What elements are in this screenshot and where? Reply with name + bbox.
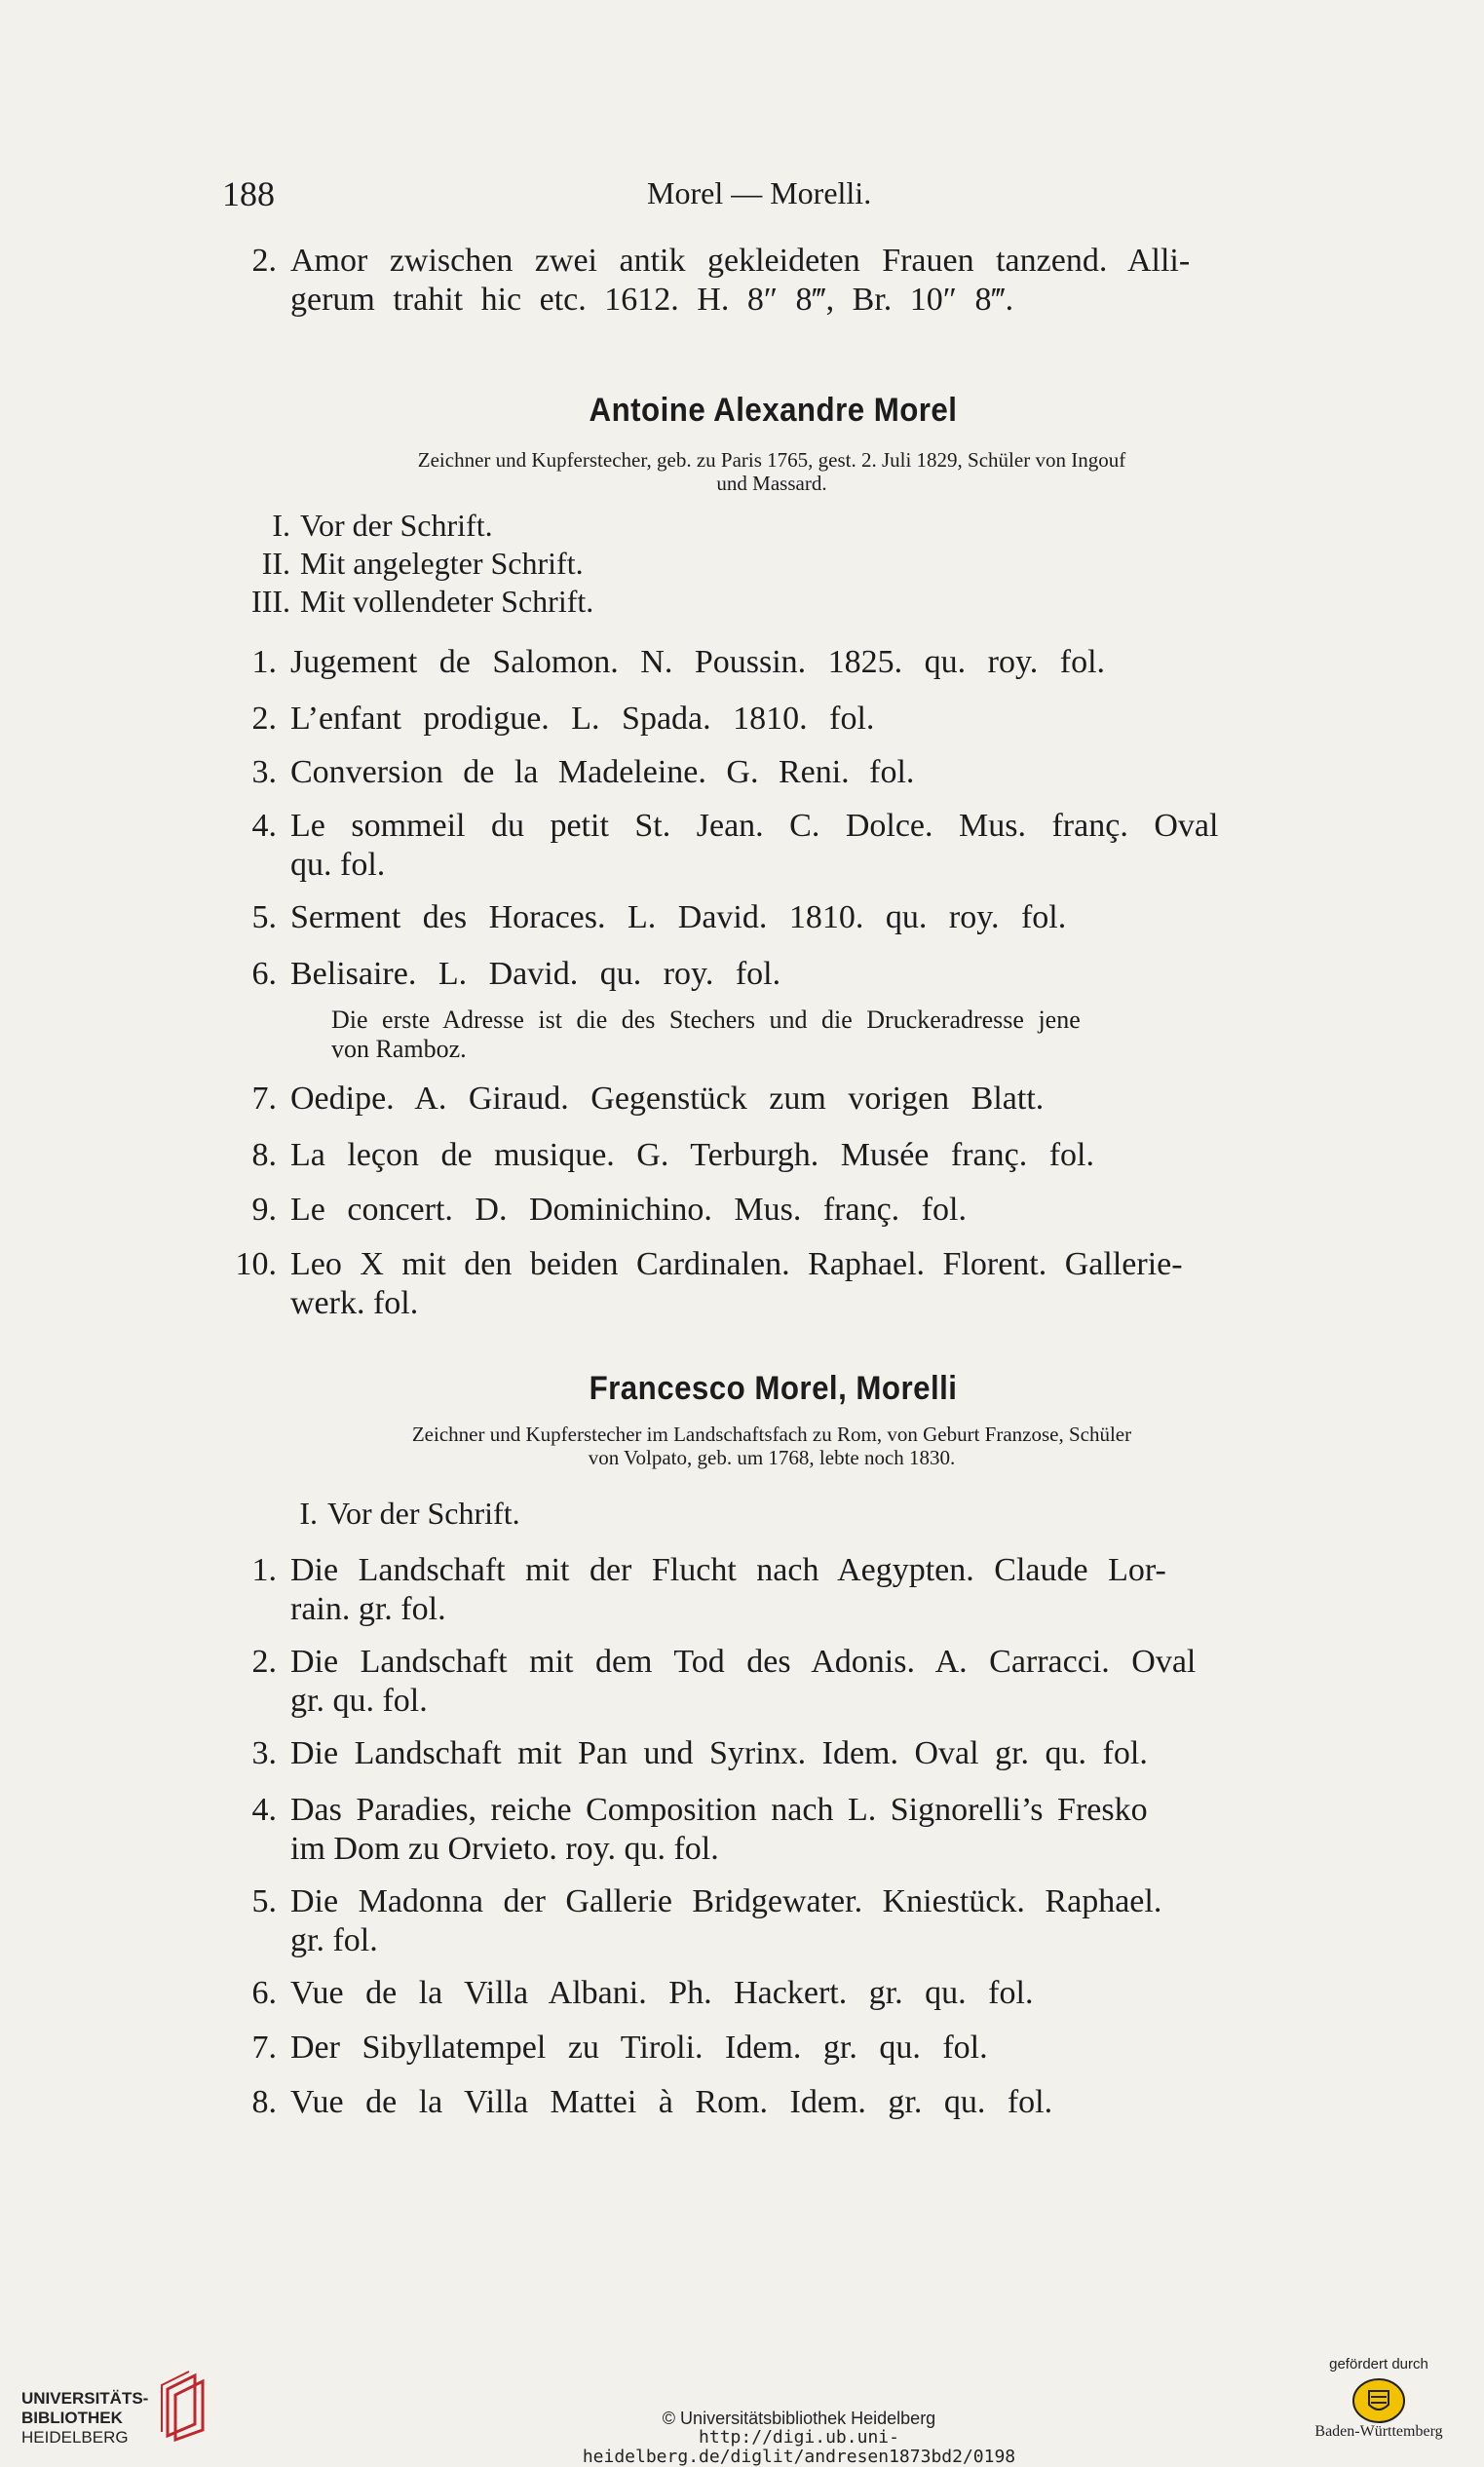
entry-carryover [251,242,1323,320]
entry-number: 8. [251,1137,277,1173]
copyright-text: © Universitätsbibliothek Heidelberg [662,2409,936,2428]
entry-line: rain. gr. fol. [290,1591,446,1627]
entry-line: La leçon de musique. G. Terburgh. Musée franç. fol. [290,1137,1094,1173]
list-item [251,898,1323,937]
list-item [251,1191,1323,1230]
entry-line: Der Sibyllatempel zu Tiroli. Idem. gr. qu. fol. [290,2030,988,2066]
list-item [251,1551,1323,1629]
sponsor-label: gefördert durch [1329,2356,1428,2372]
entry-line: Serment des Horaces. L. David. 1810. qu. roy. fol. [290,899,1067,935]
list-item [251,807,1323,885]
list-item [251,1643,1323,1721]
entry-number: 2. [251,701,277,737]
list-item [251,643,1323,682]
library-line: UNIVERSITÄTS- [21,2389,149,2408]
entry-line: Die Madonna der Gallerie Bridgewater. Kniestück. Raphael. [290,1883,1162,1919]
entry-line: Die Landschaft mit der Flucht nach Aegypten. Claude Lor- [290,1552,1166,1588]
list-item [251,753,1323,792]
library-line: HEIDELBERG [21,2428,129,2447]
copyright-block [487,2409,1111,2467]
entry-line: gr. qu. fol. [290,1683,428,1719]
subtitle-line: und Massard. [716,472,827,495]
note-line: von Ramboz. [331,1035,467,1063]
subtitle-line: von Volpato, geb. um 1768, lebte noch 1830. [588,1446,956,1469]
list-item [251,955,1323,994]
entry-number: 5. [251,1883,277,1919]
state-item [230,545,584,582]
list-item [251,2029,1323,2068]
entry-line: Das Paradies, reiche Composition nach L. Signorelli’s Fresko [290,1792,1148,1828]
state-item [230,507,493,544]
note-line: Die erste Adresse ist die des Stechers und die Druckeradresse jene [331,1006,1081,1034]
entry-line: Die Landschaft mit dem Tod des Adonis. A. Carracci. Oval [290,1644,1197,1680]
entry-line: werk. fol. [290,1285,419,1321]
list-item [251,1791,1323,1869]
library-logo[interactable] [21,2389,148,2448]
library-logo-icon [156,2368,214,2446]
entry-number: 1. [251,644,277,680]
section-note [331,1006,1081,1064]
state-item [230,583,593,620]
entry-number: 3. [251,1735,277,1771]
section-subtitle [275,1423,1269,1469]
entry-number: 1. [251,1552,277,1588]
state-text: Vor der Schrift. [327,1496,520,1531]
coat-of-arms-icon [1351,2377,1406,2424]
entry-line: Oedipe. A. Giraud. Gegenstück zum vorigen Blatt. [290,1081,1045,1117]
entry-line: gr. fol. [290,1922,378,1958]
sponsor-block [1301,2356,1457,2441]
entry-number: 8. [251,2084,277,2120]
section-subtitle [275,448,1269,495]
entry-number: 10. [235,1246,277,1282]
list-item [251,1136,1323,1175]
entry-number: 7. [251,1081,277,1117]
state-text: Vor der Schrift. [300,508,493,543]
section-heading: Antoine Alexandre Morel [589,392,958,429]
permalink[interactable]: http://digi.ub.uni-heidelberg.de/diglit/andresen1873bd2/0198 [582,2427,1016,2467]
state-roman: I. [299,1496,318,1531]
section-heading: Francesco Morel, Morelli [589,1370,958,1407]
state-text: Mit angelegter Schrift. [300,546,584,581]
entry-line: Le sommeil du petit St. Jean. C. Dolce. Mus. franç. Oval [290,808,1219,844]
entry-line: gerum trahit hic etc. 1612. H. 8″ 8‴, Br. 10″ 8‴. [290,282,1014,318]
entry-line: Leo X mit den beiden Cardinalen. Raphael. Florent. Gallerie- [290,1246,1183,1282]
entry-line: im Dom zu Orvieto. roy. qu. fol. [290,1831,719,1867]
list-item [251,2083,1323,2122]
page-number: 188 [222,174,275,213]
list-item [251,1080,1323,1119]
entry-number: 5. [251,899,277,935]
entry-number: 2. [251,1644,277,1680]
entry-number: 9. [251,1192,277,1228]
entry-line: Conversion de la Madeleine. G. Reni. fol. [290,754,915,790]
entry-line: Amor zwischen zwei antik gekleideten Frauen tanzend. Alli- [290,243,1191,279]
library-line: BIBLIOTHEK [21,2409,123,2427]
state-roman: II. [261,546,290,581]
entry-number: 6. [251,956,277,992]
state-text: Mit vollendeter Schrift. [300,584,594,619]
entry-number: 2. [251,243,277,279]
entry-line: Vue de la Villa Mattei à Rom. Idem. gr. qu. fol. [290,2084,1053,2120]
entry-line: Vue de la Villa Albani. Ph. Hackert. gr. qu. fol. [290,1975,1034,2011]
entry-line: Le concert. D. Dominichino. Mus. franç. fol. [290,1192,967,1228]
page-header [222,173,1197,212]
subtitle-line: Zeichner und Kupferstecher im Landschaftsfach zu Rom, von Geburt Franzose, Schüler [411,1423,1132,1446]
entry-line: Jugement de Salomon. N. Poussin. 1825. qu. roy. fol. [290,644,1106,680]
sponsor-name: Baden-Württemberg [1314,2423,1443,2440]
entry-number: 7. [251,2030,277,2066]
list-item [251,1882,1323,1960]
list-item [251,1974,1323,2013]
entry-number: 3. [251,754,277,790]
state-roman: I. [272,508,290,543]
entry-line: Die Landschaft mit Pan und Syrinx. Idem. Oval gr. qu. fol. [290,1735,1148,1771]
running-title: Morel — Morelli. [647,175,872,210]
entry-number: 4. [251,808,277,844]
list-item [251,700,1323,739]
state-item [257,1495,520,1532]
state-roman: III. [251,584,290,619]
entry-line: Belisaire. L. David. qu. roy. fol. [290,956,781,992]
list-item [235,1245,1323,1323]
entry-number: 6. [251,1975,277,2011]
list-item [251,1734,1323,1773]
entry-line: qu. fol. [290,847,386,883]
subtitle-line: Zeichner und Kupferstecher, geb. zu Paris 1765, gest. 2. Juli 1829, Schüler von Ingouf [417,448,1126,472]
entry-line: L’enfant prodigue. L. Spada. 1810. fol. [290,701,875,737]
entry-number: 4. [251,1792,277,1828]
